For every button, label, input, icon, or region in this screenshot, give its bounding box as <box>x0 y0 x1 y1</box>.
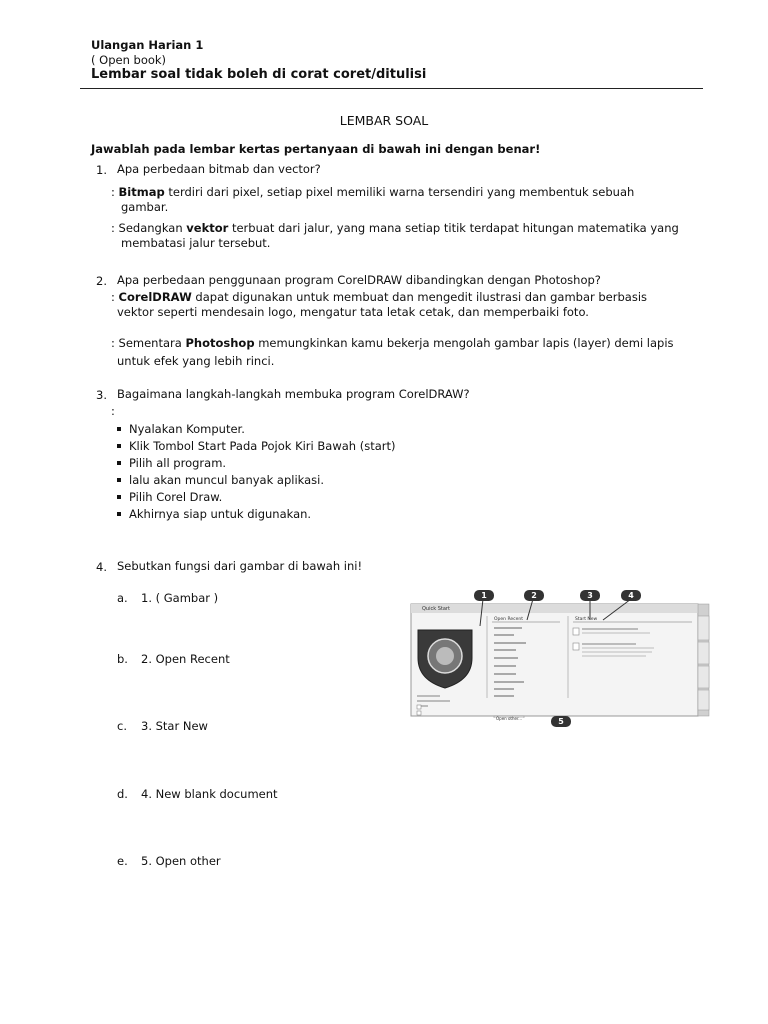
q4-question: Sebutkan fungsi dari gambar di bawah ini! <box>117 559 363 573</box>
q2-question: Apa perbedaan penggunaan program CorelDRAW dibandingkan dengan Photoshop? <box>117 273 601 287</box>
q3-step: Nyalakan Komputer. <box>117 422 245 436</box>
q1-answer-1-line-2: gambar. <box>121 200 169 214</box>
q4-answer-text: 2. Open Recent <box>141 652 230 666</box>
q2-number: 2. <box>96 274 107 288</box>
open-other-button: Open other... <box>496 716 523 721</box>
header-divider <box>80 88 703 89</box>
q1-question: Apa perbedaan bitmab dan vector? <box>117 162 321 176</box>
q4-answer-letter: b. <box>117 652 128 666</box>
callout-5: 5 <box>551 716 571 727</box>
panel-title: Quick Start <box>422 606 450 612</box>
q4-answer-text: 3. Star New <box>141 719 208 733</box>
q4-answer-letter: e. <box>117 854 128 868</box>
q4-answer-letter: a. <box>117 591 128 605</box>
q1-answer-2-line-1: : Sedangkan vektor terbuat dari jalur, yang mana setiap titik terdapat hitungan matematika yang <box>111 221 679 235</box>
welcome-screen-drawing <box>410 588 710 718</box>
q3-colon: : <box>111 404 115 418</box>
q1-answer-1-line-1: : Bitmap terdiri dari pixel, setiap pixel memiliki warna tersendiri yang membentuk sebuah <box>111 185 635 199</box>
q3-step: lalu akan muncul banyak aplikasi. <box>117 473 324 487</box>
q2-answer-1-line-1: : CorelDRAW dapat digunakan untuk membuat dan mengedit ilustrasi dan gambar berbasis <box>111 290 648 304</box>
q4-answer-text: 4. New blank document <box>141 787 278 801</box>
callout-4: 4 <box>621 590 641 601</box>
q3-step: Pilih all program. <box>117 456 226 470</box>
page-title: LEMBAR SOAL <box>339 113 429 128</box>
callout-1: 1 <box>474 590 494 601</box>
q3-number: 3. <box>96 388 107 402</box>
open-recent-header: Open Recent <box>494 617 524 622</box>
q3-step: Akhirnya siap untuk digunakan. <box>117 507 311 521</box>
q4-answer-text: 1. ( Gambar ) <box>141 591 219 605</box>
q4-answer-letter: d. <box>117 787 128 801</box>
q2-answer-2-line-1: : Sementara Photoshop memungkinkan kamu bekerja mengolah gambar lapis (layer) demi lapis <box>111 336 674 350</box>
q4-answer-letter: c. <box>117 719 127 733</box>
q2-answer-2-line-2: untuk efek yang lebih rinci. <box>117 354 275 368</box>
q2-answer-1-line-2: vektor seperti mendesain logo, mengatur tata letak cetak, dan memperbaiki foto. <box>117 305 589 319</box>
q1-number: 1. <box>96 163 107 177</box>
header-exam-title: Ulangan Harian 1 <box>91 38 204 52</box>
callout-2: 2 <box>524 590 544 601</box>
q3-step: Pilih Corel Draw. <box>117 490 222 504</box>
q4-number: 4. <box>96 560 107 574</box>
q3-question: Bagaimana langkah-langkah membuka program CorelDRAW? <box>117 387 470 401</box>
q1-answer-2-line-2: membatasi jalur tersebut. <box>121 236 271 250</box>
header-warning: Lembar soal tidak boleh di corat coret/ditulisi <box>91 67 427 82</box>
callout-3: 3 <box>580 590 600 601</box>
q3-step: Klik Tombol Start Pada Pojok Kiri Bawah (start) <box>117 439 395 453</box>
header-open-book: ( Open book) <box>91 53 167 67</box>
start-new-header: Start New <box>575 617 598 622</box>
coreldraw-welcome-screenshot <box>410 588 710 726</box>
q4-answer-text: 5. Open other <box>141 854 221 868</box>
instruction: Jawablah pada lembar kertas pertanyaan di bawah ini dengan benar! <box>91 142 541 156</box>
